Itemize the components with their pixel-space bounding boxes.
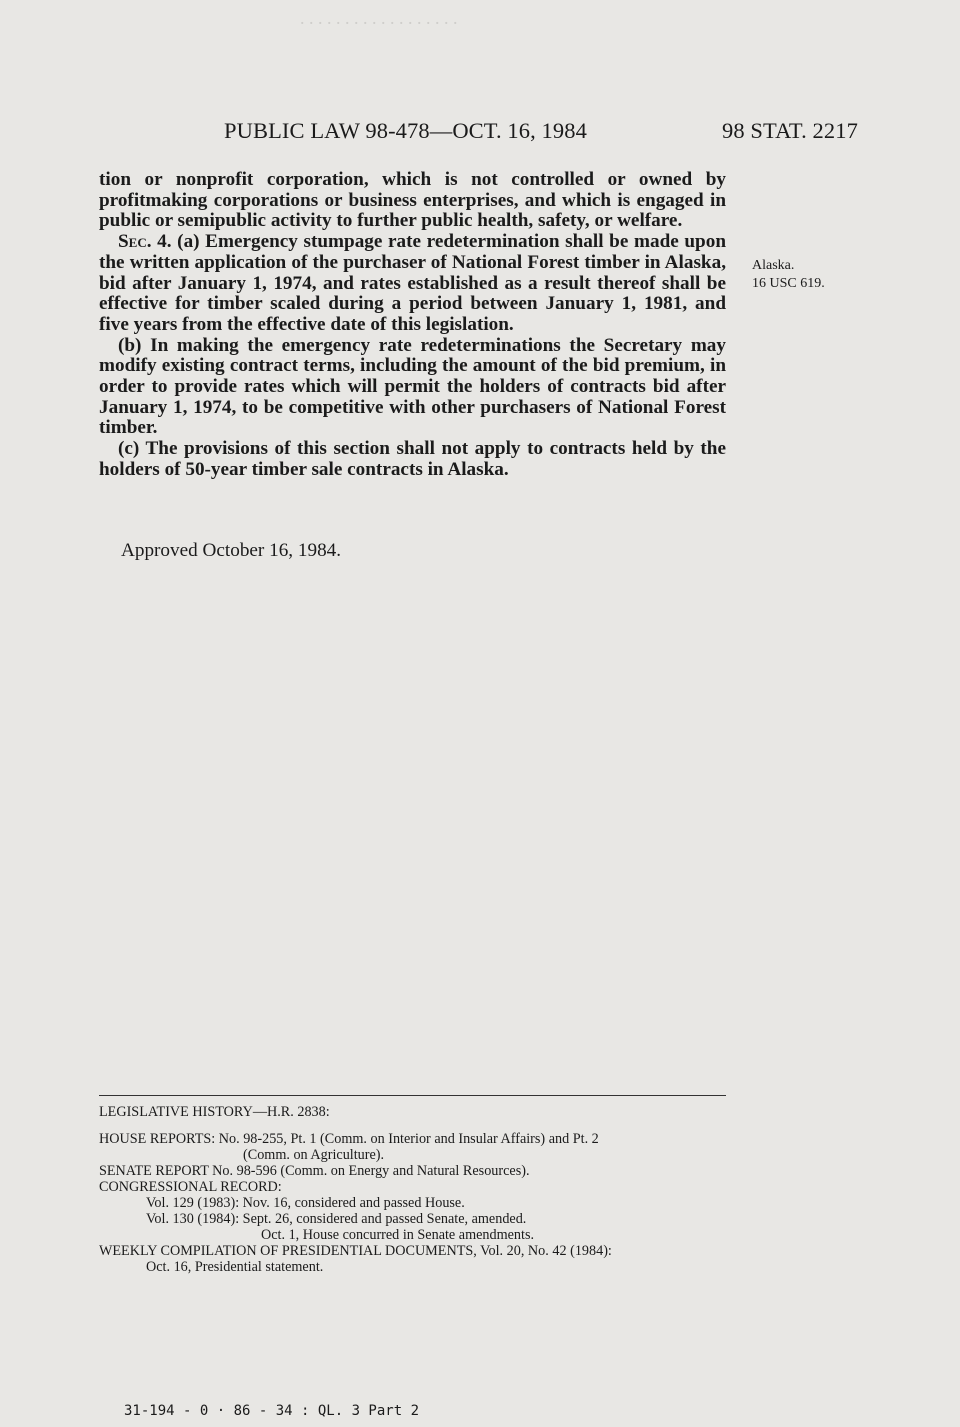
paragraph-continuation: tion or nonprofit corporation, which is not controlled or owned by profitmaking corporations or business enterprises, and which is engaged in public or semipublic activity to further public health, safety, or welfare. xyxy=(99,169,726,232)
paragraph-sec-4b: (b) In making the emergency rate redeterminations the Secretary may modify existing contract terms, including the amount of the bid premium, in order to provide rates which will permit the holders of contracts bid after January 1, 1974, to be competitive with other purchasers of National Forest timber. xyxy=(99,334,726,439)
section-body xyxy=(99,170,726,481)
page-header-title: PUBLIC LAW 98-478—OCT. 16, 1984 xyxy=(224,118,587,143)
margin-note-state: Alaska. xyxy=(752,258,795,273)
legislative-history-heading: LEGISLATIVE HISTORY—H.R. 2838: xyxy=(99,1104,330,1120)
bleed-through-text: . . . . . . . . . . . . . . . . . . xyxy=(300,8,458,28)
congressional-record-oct-1: Oct. 1, House concurred in Senate amendments. xyxy=(261,1227,535,1243)
congressional-record-vol-130: Vol. 130 (1984): Sept. 26, considered and passed Senate, amended. xyxy=(146,1211,527,1227)
approval-date: Approved October 16, 1984. xyxy=(121,540,342,561)
page-header-stat-number: 98 STAT. 2217 xyxy=(722,118,858,143)
margin-note-usc: 16 USC 619. xyxy=(752,276,825,291)
weekly-compilation-oct-16: Oct. 16, Presidential statement. xyxy=(146,1259,324,1275)
legislative-history-rule xyxy=(99,1095,726,1096)
congressional-record-vol-129: Vol. 129 (1983): Nov. 16, considered and passed House. xyxy=(146,1195,465,1211)
paragraph-sec-4a-text: 4. (a) Emergency stumpage rate redetermination shall be made upon the written application of the purchaser of National Forest timber in Alaska, bid after January 1, 1974, and rates established as a result thereof shall be effective for timber scaled during a period between January 1, 1981, and five years from the effective date of this legislation. xyxy=(99,231,726,335)
house-reports-line-1: HOUSE REPORTS: No. 98-255, Pt. 1 (Comm. on Interior and Insular Affairs) and Pt. 2 xyxy=(99,1131,599,1147)
senate-report: SENATE REPORT No. 98-596 (Comm. on Energy and Natural Resources). xyxy=(99,1163,530,1179)
section-label: Sec. xyxy=(118,231,152,253)
congressional-record-heading: CONGRESSIONAL RECORD: xyxy=(99,1179,282,1195)
weekly-compilation: WEEKLY COMPILATION OF PRESIDENTIAL DOCUMENTS, Vol. 20, No. 42 (1984): xyxy=(99,1243,612,1259)
printer-code-footer: 31-194 - 0 · 86 - 34 : QL. 3 Part 2 xyxy=(124,1403,420,1419)
house-reports-line-2: (Comm. on Agriculture). xyxy=(243,1147,385,1163)
paragraph-sec-4a xyxy=(99,232,726,336)
paragraph-sec-4c: (c) The provisions of this section shall not apply to contracts held by the holders of 50-year timber sale contracts in Alaska. xyxy=(99,438,726,480)
